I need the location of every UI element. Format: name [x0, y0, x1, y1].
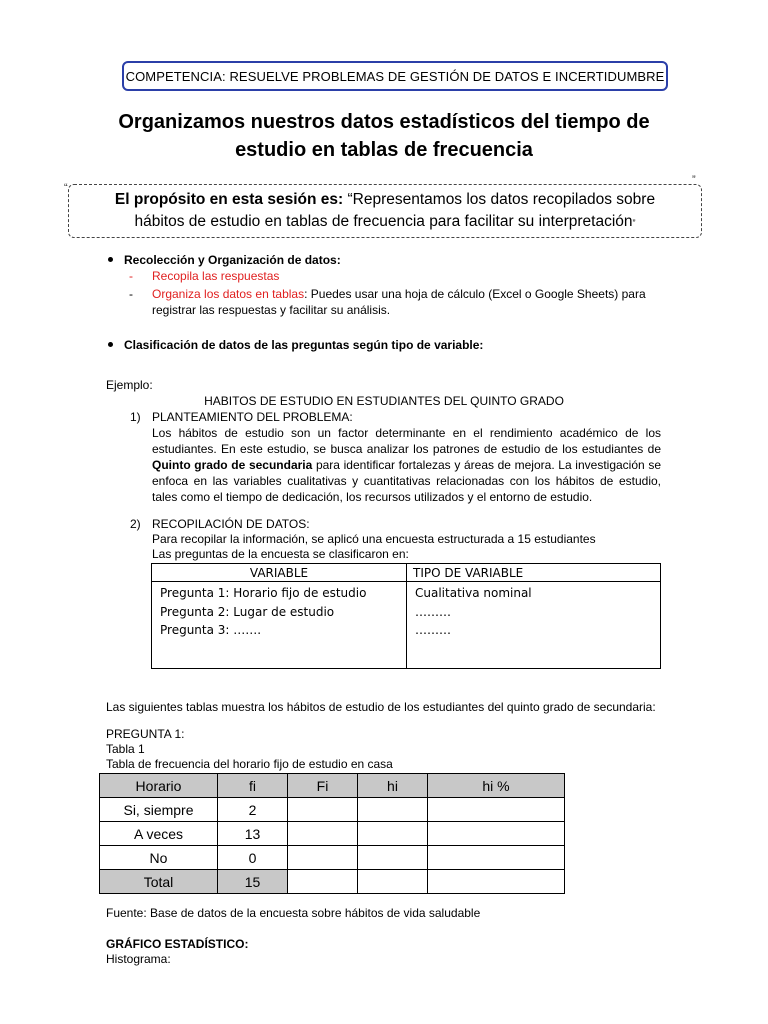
total-fi: 15	[218, 870, 288, 894]
table-row	[100, 822, 565, 846]
step2-number: 2)	[130, 517, 141, 531]
variable-cell	[152, 582, 407, 669]
row-fi: 0	[218, 846, 288, 870]
competencia-banner	[122, 61, 668, 91]
tabla1-caption: Tabla de frecuencia del horario fijo de estudio en casa	[106, 757, 393, 771]
row-hi	[358, 798, 428, 822]
step2-line1: Para recopilar la información, se aplicó una encuesta estructurada a 15 estudiantes	[152, 532, 596, 546]
header-Fi: Fi	[288, 774, 358, 798]
section-clasificacion-heading: Clasificación de datos de las preguntas según tipo de variable:	[124, 338, 484, 352]
step1-heading: PLANTEAMIENTO DEL PROBLEMA:	[152, 410, 353, 424]
item-organiza-rest: : Puedes usar una hoja de cálculo (Excel o Google Sheets) para	[304, 287, 646, 301]
row-fi: 13	[218, 822, 288, 846]
type-item: Cualitativa nominal	[415, 586, 532, 600]
type-cell	[407, 582, 661, 669]
row-hi-percent	[428, 822, 565, 846]
row-hi-percent	[428, 846, 565, 870]
row-label: A veces	[100, 822, 218, 846]
frequency-table-header	[100, 774, 565, 798]
purpose-label: El propósito en esta sesión es	[114, 190, 339, 208]
dash-icon: -	[129, 287, 133, 301]
row-Fi	[288, 846, 358, 870]
intro-tables-text: Las siguientes tablas muestra los hábitos de estudio de los estudiantes del quinto grado de secundaria:	[106, 700, 656, 714]
item-recopila: Recopila las respuestas	[152, 269, 280, 283]
variable-item: Pregunta 3: …….	[160, 623, 262, 637]
pregunta1-label: PREGUNTA 1:	[106, 727, 185, 741]
total-Fi	[288, 870, 358, 894]
header-hi: hi	[358, 774, 428, 798]
purpose-close-quote: ”	[632, 217, 636, 228]
row-hi	[358, 822, 428, 846]
purpose-box	[68, 184, 702, 238]
purpose-body: “Representamos los datos recopilados sobre hábitos de estudio en tablas de frecuencia para facilitar su interpretación	[134, 190, 656, 230]
item-organiza	[152, 286, 672, 302]
ejemplo-title: HABITOS DE ESTUDIO EN ESTUDIANTES DEL QUINTO GRADO	[204, 394, 564, 408]
header-fi: fi	[218, 774, 288, 798]
header-variable: VARIABLE	[152, 564, 407, 582]
total-hi-percent	[428, 870, 565, 894]
quote-close-icon: ”	[692, 174, 696, 186]
item-organiza-cont: registrar las respuestas y facilitar su análisis.	[152, 303, 391, 317]
row-Fi	[288, 822, 358, 846]
bullet-icon	[108, 257, 113, 262]
total-hi	[358, 870, 428, 894]
purpose-colon: :	[338, 190, 348, 208]
purpose-text	[93, 189, 677, 234]
variable-table	[151, 563, 661, 669]
header-hi-percent: hi %	[428, 774, 565, 798]
histograma-label: Histograma:	[106, 952, 171, 966]
row-label: No	[100, 846, 218, 870]
bullet-icon	[108, 342, 113, 347]
variable-table-header	[152, 564, 661, 582]
step1-text-b: para identificar fortalezas y áreas de mejora. La investigación se enfoca en las variables cualitativas y cuantitativas relacionadas con los hábitos de estudio, tales como el tiempo de dedicación, los recursos utilizados y el entorno de estudio.	[152, 458, 662, 504]
quote-open-icon: “	[64, 182, 68, 194]
table-row	[100, 846, 565, 870]
step1-number: 1)	[130, 410, 141, 424]
section-recoleccion-heading: Recolección y Organización de datos:	[124, 253, 341, 267]
row-hi	[358, 846, 428, 870]
row-label: Si, siempre	[100, 798, 218, 822]
tabla1-label: Tabla 1	[106, 742, 145, 756]
title-line-1: Organizamos nuestros datos estadísticos del tiempo de	[118, 111, 650, 133]
row-Fi	[288, 798, 358, 822]
table-row	[152, 582, 661, 669]
type-item: ………	[415, 623, 451, 637]
row-fi: 2	[218, 798, 288, 822]
frequency-table	[99, 773, 565, 894]
header-horario: Horario	[100, 774, 218, 798]
header-tipo-variable: TIPO DE VARIABLE	[407, 564, 661, 582]
title-line-2: estudio en tablas de frecuencia	[235, 139, 533, 161]
step2-line2: Las preguntas de la encuesta se clasificaron en:	[152, 547, 409, 561]
variable-item: Pregunta 1: Horario fijo de estudio	[160, 586, 367, 600]
step2-heading: RECOPILACIÓN DE DATOS:	[152, 517, 310, 531]
type-item: ………	[415, 604, 451, 619]
dash-icon: -	[129, 269, 133, 283]
total-row	[100, 870, 565, 894]
step1-paragraph	[152, 425, 661, 505]
ejemplo-label: Ejemplo:	[106, 378, 153, 392]
total-label: Total	[100, 870, 218, 894]
table-row	[100, 798, 565, 822]
step1-text-bold: Quinto grado de secundaria	[152, 458, 313, 472]
item-organiza-link: Organiza los datos en tablas	[152, 287, 305, 301]
step1-text-a: Los hábitos de estudio son un factor determinante en el rendimiento académico de los estudiantes. En este estudio, se busca analizar los patrones de estudio de los estudiantes de	[152, 426, 661, 456]
variable-item: Pregunta 2: Lugar de estudio	[160, 604, 335, 619]
page-title	[60, 108, 708, 164]
grafico-heading: GRÁFICO ESTADÍSTICO:	[106, 937, 249, 951]
fuente-text: Fuente: Base de datos de la encuesta sobre hábitos de vida saludable	[106, 906, 481, 920]
competencia-text: COMPETENCIA: RESUELVE PROBLEMAS DE GESTIÓN DE DATOS E INCERTIDUMBRE	[125, 68, 665, 84]
row-hi-percent	[428, 798, 565, 822]
